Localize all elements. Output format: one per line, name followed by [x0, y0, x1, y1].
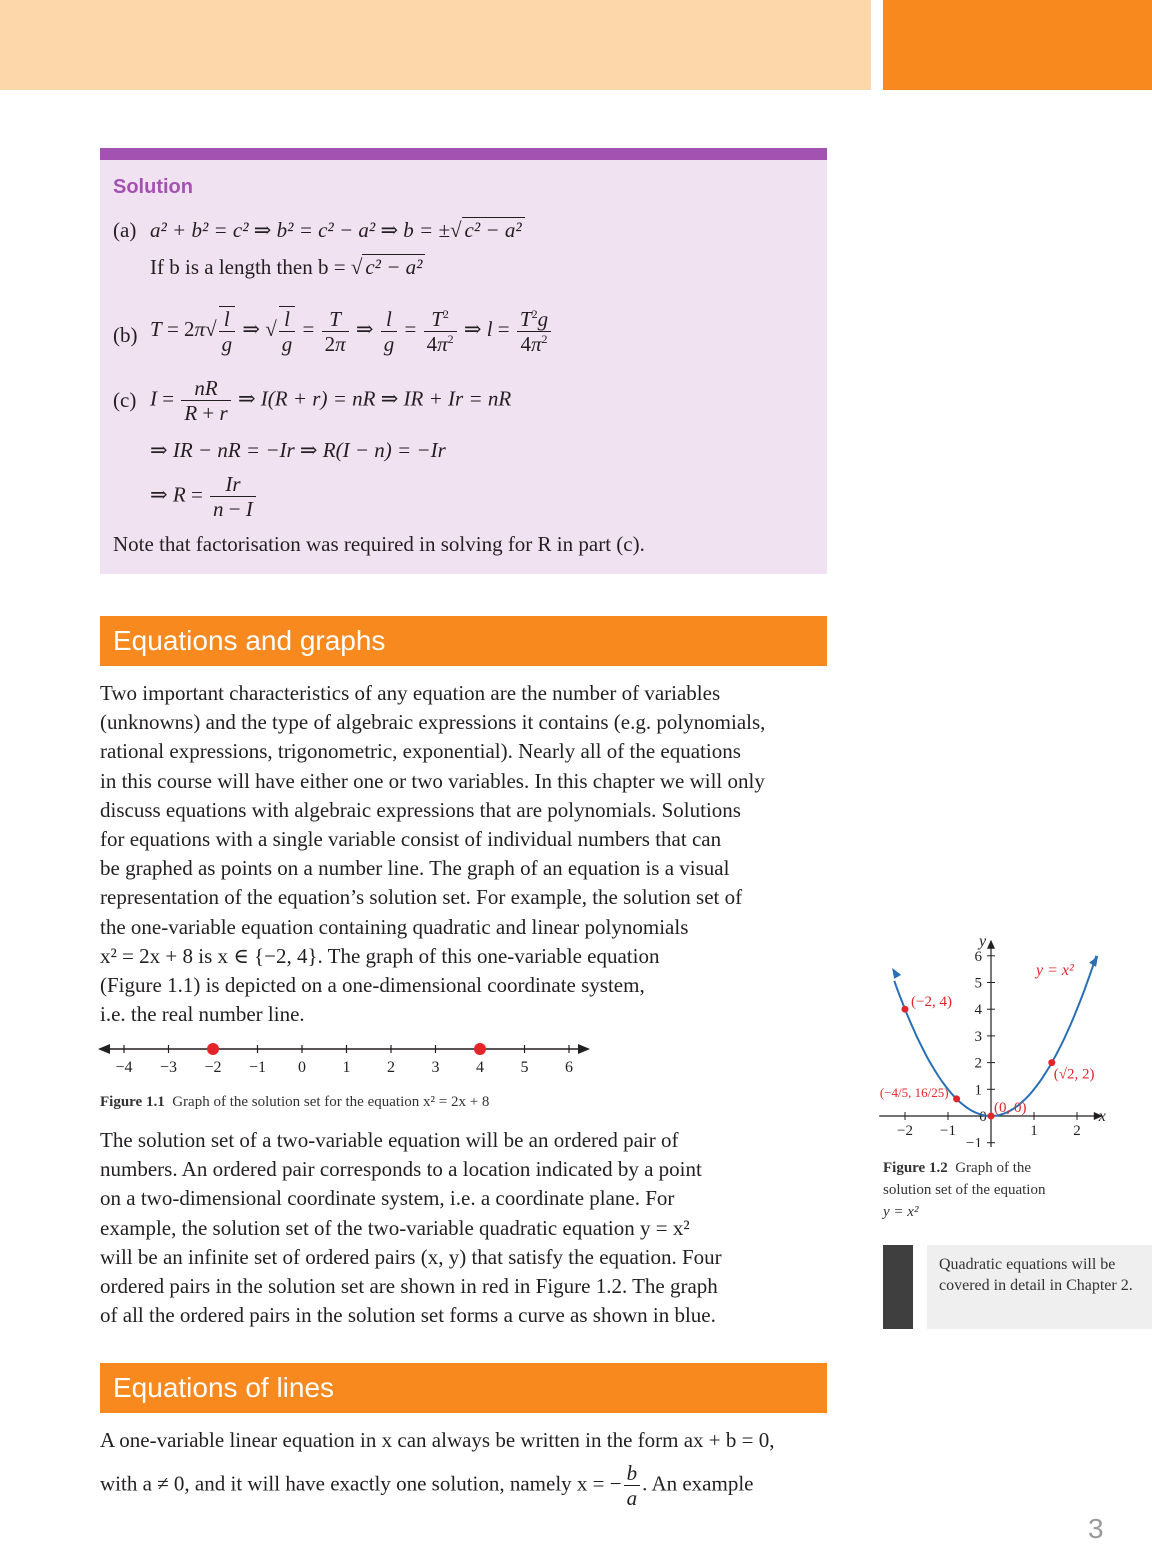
part-c-label: (c): [113, 388, 137, 412]
part-c-line3: ⇒ R = $\frac{Ir}{n - I}$: [150, 472, 258, 521]
text-line: (unknowns) and the type of algebraic expressions it contains (e.g. polynomials,: [100, 710, 766, 735]
x-tick-label: −2: [897, 1123, 913, 1139]
point-label: (−4/5, 16/25): [879, 1084, 949, 1100]
figure-1-2-caption: Figure 1.2 Graph of the solution set of the equation y = x²: [883, 1160, 1046, 1220]
paragraph-two-variable: [100, 1126, 830, 1330]
part-a-line2-text: If b is a length then b =: [150, 255, 351, 279]
side-note-text: Quadratic equations will be covered in detail in Chapter 2.: [939, 1256, 1133, 1294]
y-tick-label: 6: [974, 948, 982, 965]
y-tick-label: 3: [974, 1028, 982, 1045]
figure-label: Figure 1.1: [100, 1094, 165, 1110]
curve-arrow-icon: [892, 968, 901, 979]
x-tick-label: 1: [1030, 1123, 1038, 1139]
text-line: example, the solution set of the two-variable quadratic equation y = x²: [100, 1215, 690, 1240]
text-line: the one-variable equation containing quadratic and linear polynomials: [100, 914, 689, 939]
number-line-tick-label: −4: [115, 1059, 133, 1076]
text-line: for equations with a single variable consist of individual numbers that can: [100, 826, 722, 851]
solution-point: [953, 1095, 960, 1102]
text-line: i.e. the real number line.: [100, 1002, 305, 1027]
paragraph-linear: [100, 1426, 830, 1511]
number-line-tick-label: 0: [298, 1059, 306, 1076]
text-line: x² = 2x + 8 is x ∈ {−2, 4}. The graph of this one-variable equation: [100, 943, 660, 968]
origin-label: 0: [979, 1109, 987, 1125]
x-tick-label: −1: [940, 1123, 956, 1139]
y-tick-label: 1: [974, 1082, 982, 1099]
part-a-label: (a): [113, 218, 137, 242]
text-line: A one-variable linear equation in x can always be written in the form ax + b = 0,: [100, 1428, 775, 1452]
number-line-tick-label: −3: [159, 1059, 178, 1076]
left-arrow-icon: [98, 1044, 110, 1054]
header-band: [0, 0, 871, 90]
part-a-line2: If b is a length then b = √ c² − a²: [150, 257, 425, 278]
number-line-tick-label: 4: [476, 1059, 484, 1076]
series-label: y = x²: [1036, 962, 1074, 979]
side-note: [927, 1245, 1152, 1329]
y-axis-label: y: [979, 932, 987, 950]
solution-point: [474, 1043, 486, 1055]
part-b-equation: T = 2π√ $\frac{l}{g}$ ⇒ √ $\frac{l}{g}$ = $\frac{T}{2\pi}$ ⇒ $\frac{l}{g}$ = $\frac{T^2}{4\pi^2}$ ⇒ l = $\frac{T^2g}{4\pi^2}$: [150, 306, 553, 356]
number-line-tick-label: 3: [431, 1059, 440, 1076]
part-c-line1: I = $\frac{nR}{R + r}$ ⇒ I(R + r) = nR ⇒ IR + Ir = nR: [150, 376, 512, 426]
number-line-tick-label: 5: [520, 1059, 529, 1076]
text-line: Two important characteristics of any equation are the number of variables: [100, 681, 721, 705]
number-line-tick-label: −1: [248, 1059, 267, 1076]
right-arrow-icon: [578, 1044, 590, 1054]
solution-box: [100, 148, 827, 574]
section-title: Equations and graphs: [113, 625, 386, 656]
part-a-line1-radicand: c² − a²: [462, 217, 525, 242]
paragraph-intro: [100, 679, 830, 1029]
figure-caption-text: Graph of the solution set for the equation x² = 2x + 8: [172, 1094, 490, 1110]
point-label: (−2, 4): [911, 994, 952, 1011]
page-number: 3: [1088, 1513, 1104, 1544]
figure-1-1-caption: [100, 1091, 489, 1113]
y-tick-label: 4: [974, 1002, 982, 1019]
text-line: will be an infinite set of ordered pairs (x, y) that satisfy the equation. Four: [100, 1244, 722, 1269]
x-axis-label: x: [1098, 1108, 1106, 1125]
solution-point: [207, 1043, 219, 1055]
text-line: (Figure 1.1) is depicted on a one-dimensional coordinate system,: [100, 972, 645, 997]
text-line: numbers. An ordered pair corresponds to a location indicated by a point: [100, 1157, 702, 1182]
x-tick-label: 2: [1073, 1123, 1081, 1139]
solution-note: Note that factorisation was required in solving for R in part (c).: [113, 532, 645, 556]
text-line: discuss equations with algebraic expressions that are polynomials. Solutions: [100, 797, 741, 822]
text-line: with a ≠ 0, and it will have exactly one solution, namely x = − $\frac{b}{a}$ . An example: [100, 1461, 754, 1511]
part-a-line1-lhs: a² + b² = c² ⇒ b² = c² − a² ⇒ b = ±: [150, 218, 450, 242]
figure-label: Figure 1.2: [883, 1160, 948, 1176]
text-line: be graphed as points on a number line. The graph of an equation is a visual: [100, 856, 730, 881]
part-c-line2: ⇒ IR − nR = −Ir ⇒ R(I − n) = −Ir: [150, 438, 446, 462]
number-line-figure: [95, 1036, 595, 1080]
section-heading-equations-and-graphs: [100, 616, 827, 666]
part-a-line2-radicand: c² − a²: [362, 254, 425, 279]
solution-point: [1048, 1059, 1055, 1066]
text-line: representation of the equation’s solution set. For example, the solution set of: [100, 885, 743, 910]
solution-top-bar: [100, 148, 827, 160]
part-a-line1: a² + b² = c² ⇒ b² = c² − a² ⇒ b = ±√ c² − a²: [150, 220, 525, 241]
solution-title: Solution: [113, 176, 193, 198]
y-axis-arrow-icon: [987, 940, 995, 949]
side-note-marker: [883, 1245, 913, 1329]
section-title: Equations of lines: [113, 1372, 335, 1403]
text-line: on a two-dimensional coordinate system, i.e. a coordinate plane. For: [100, 1186, 675, 1211]
text-line: in this course will have either one or two variables. In this chapter we will only: [100, 768, 765, 793]
part-c-line1-rest: ⇒ I(R + r) = nR ⇒ IR + Ir = nR: [237, 386, 512, 411]
y-tick-label: −1: [966, 1135, 982, 1147]
number-line-tick-label: 1: [342, 1059, 351, 1076]
text-line: rational expressions, trigonometric, exponential). Nearly all of the equations: [100, 739, 741, 764]
point-label: (0, 0): [994, 1100, 1027, 1116]
solution-point: [902, 1006, 909, 1013]
y-tick-label: 2: [974, 1055, 982, 1072]
y-tick-label: 5: [974, 975, 982, 992]
text-line: of all the ordered pairs in the solution set forms a curve as shown in blue.: [100, 1303, 716, 1328]
text-line: The solution set of a two-variable equation will be an ordered pair of: [100, 1128, 679, 1152]
section-heading-equations-of-lines: [100, 1363, 827, 1413]
header-accent: [883, 0, 1152, 90]
number-line-tick-label: 6: [565, 1059, 573, 1076]
text-line: ordered pairs in the solution set are shown in red in Figure 1.2. The graph: [100, 1273, 718, 1298]
parabola-chart: [878, 915, 1152, 1147]
point-label: (√2, 2): [1053, 1066, 1095, 1083]
number-line-tick-label: 2: [387, 1059, 395, 1076]
part-b-label: (b): [113, 323, 138, 347]
number-line-tick-label: −2: [204, 1059, 222, 1076]
